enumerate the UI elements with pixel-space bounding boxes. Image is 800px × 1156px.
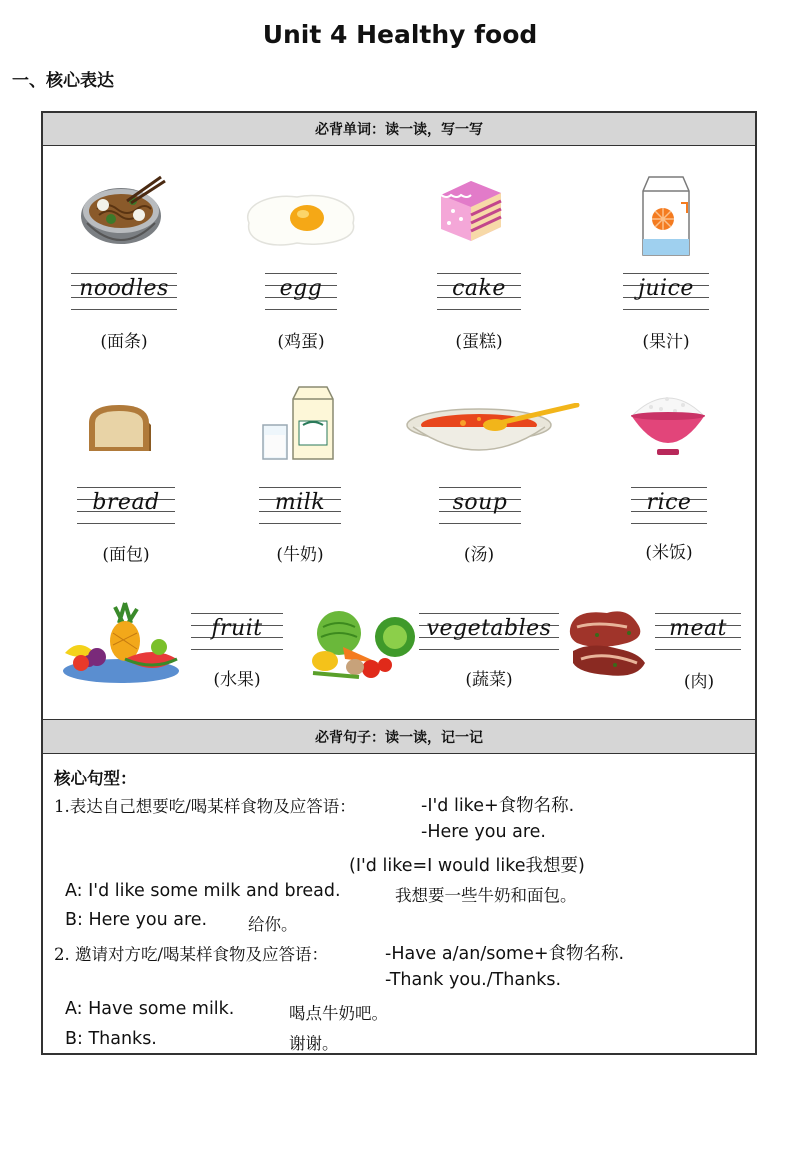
vocab-word-text: rice: [646, 490, 692, 515]
example-2-b-en: B: Thanks.: [65, 1029, 157, 1049]
vocab-meaning-soup: (汤): [463, 545, 495, 565]
pattern-1-form-a: -I'd like+食物名称.: [421, 796, 575, 816]
bread-icon: [85, 403, 153, 455]
vocab-meaning-rice: (米饭): [645, 543, 693, 563]
page-title: Unit 4 Healthy food: [262, 20, 538, 49]
sentence-header: 必背句子：读一读，记一记: [43, 719, 755, 754]
pattern-2-intro: 2. 邀请对方吃/喝某样食物及应答语：: [54, 945, 329, 964]
vocab-word-juice: [623, 271, 709, 311]
soup-bowl-icon: [403, 403, 581, 461]
vocab-meaning-cake: (蛋糕): [455, 332, 503, 352]
vocab-meaning-juice: (果汁): [642, 332, 690, 352]
example-2-a-cn: 喝点牛奶吧。: [289, 1004, 388, 1023]
vocab-word-text: vegetables: [426, 616, 552, 641]
vocab-meaning-vegetables: (蔬菜): [465, 670, 513, 690]
pattern-1-form-b: -Here you are.: [421, 822, 546, 842]
vocab-word-cake: [437, 271, 521, 311]
content-frame: [41, 111, 757, 1055]
vocab-word-soup: [439, 485, 521, 525]
vocab-word-text: egg: [279, 276, 323, 301]
vocab-meaning-fruit: (水果): [213, 670, 261, 690]
vegetables-icon: [309, 607, 419, 681]
meat-icon: [567, 607, 649, 681]
vocab-word-meat: [655, 611, 741, 651]
vocab-word-fruit: [191, 611, 283, 651]
vocab-word-text: noodles: [79, 276, 169, 301]
pattern-1-intro: 1.表达自己想要吃/喝某样食物及应答语：: [54, 797, 356, 816]
section-heading: 一、核心表达: [12, 71, 114, 91]
vocab-word-text: milk: [274, 490, 326, 515]
vocab-header: 必背单词：读一读，写一写: [43, 113, 755, 146]
vocab-word-noodles: [71, 271, 177, 311]
example-1-b-cn: 给你。: [248, 915, 298, 934]
vocab-word-text: soup: [452, 490, 508, 515]
example-2-a-en: A: Have some milk.: [65, 999, 235, 1019]
sentence-heading: 核心句型：: [54, 769, 137, 788]
juice-carton-icon: [637, 173, 695, 257]
vocab-word-text: cake: [452, 276, 506, 301]
example-1-a-cn: 我想要一些牛奶和面包。: [395, 886, 577, 905]
vocab-word-egg: [265, 271, 337, 311]
fruit-plate-icon: [59, 601, 183, 687]
vocab-word-text: meat: [669, 616, 727, 641]
rice-bowl-icon: [627, 385, 709, 459]
noodles-bowl-icon: [77, 171, 167, 259]
cake-icon: [435, 171, 507, 247]
vocab-meaning-noodles: (面条): [100, 332, 148, 352]
example-1-b-en: B: Here you are.: [65, 910, 208, 930]
pattern-2-form-b: -Thank you./Thanks.: [385, 970, 562, 990]
example-1-a-en: A: I'd like some milk and bread.: [65, 881, 341, 901]
vocab-word-text: juice: [638, 276, 694, 301]
vocab-word-bread: [77, 485, 175, 525]
vocab-meaning-egg: (鸡蛋): [277, 332, 325, 352]
milk-carton-icon: [259, 385, 339, 463]
fried-egg-icon: [241, 189, 359, 249]
pattern-1-note: (I'd like=I would like我想要): [349, 856, 585, 876]
pattern-2-form-a: -Have a/an/some+食物名称.: [385, 944, 625, 964]
vocab-meaning-bread: (面包): [102, 545, 150, 565]
vocab-word-text: bread: [92, 490, 160, 515]
example-2-b-cn: 谢谢。: [289, 1034, 339, 1053]
vocab-meaning-meat: (肉): [683, 672, 715, 692]
vocab-word-vegetables: [419, 611, 559, 651]
vocab-meaning-milk: (牛奶): [276, 545, 324, 565]
vocab-word-milk: [259, 485, 341, 525]
vocab-word-text: fruit: [211, 616, 263, 641]
vocab-word-rice: [631, 485, 707, 525]
